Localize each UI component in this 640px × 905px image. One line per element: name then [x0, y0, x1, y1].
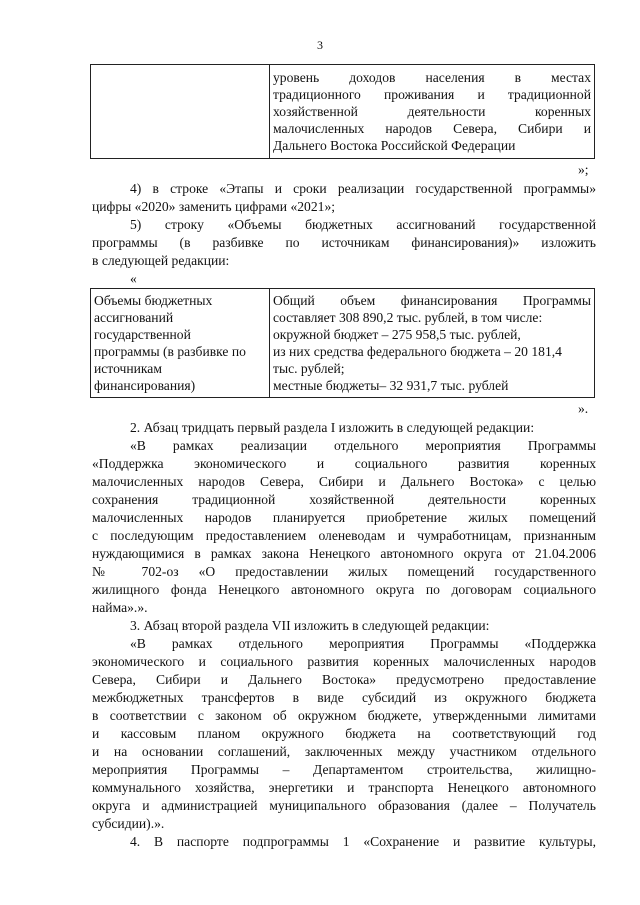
- open-quote: «: [130, 271, 137, 286]
- section4-line: 4. В паспорте подпрограммы 1 «Сохранение и развитие культуры,: [130, 834, 596, 849]
- item4-line: цифры «2020» заменить цифрами «2021»;: [92, 199, 336, 214]
- table2-right-line: местные бюджеты– 32 931,7 тыс. рублей: [273, 378, 509, 393]
- section3-line: коммунального хозяйства, энергетики и транспорта Ненецкого автономного: [92, 780, 596, 795]
- section3-line: 3. Абзац второй раздела VII изложить в следующей редакции:: [130, 618, 490, 633]
- section2-line: сохранения традиционной хозяйственной деятельности коренных: [92, 492, 596, 507]
- table2-right-line: Общий объем финансирования Программы: [273, 293, 591, 308]
- table1-line: хозяйственной деятельности коренных: [273, 104, 591, 119]
- table2-right-line: из них средства федерального бюджета – 20 181,4: [273, 344, 562, 359]
- section2-line: № 702-оз «О предоставлении жилых помещений государственного: [92, 564, 596, 579]
- section2-line: малочисленных народов планируется приобретение жилых помещений: [92, 510, 596, 525]
- table2-left-line: ассигнований: [94, 310, 174, 325]
- table2-left-cell: [91, 289, 270, 398]
- table2-right-line: составляет 308 890,2 тыс. рублей, в том числе:: [273, 310, 543, 325]
- item5-line: в следующей редакции:: [92, 253, 230, 268]
- section3-line: межбюджетных трансфертов в виде субсидий из окружного бюджета: [92, 690, 596, 705]
- table-budget: [90, 288, 595, 398]
- table1-line: малочисленных народов Севера, Сибири и: [273, 121, 591, 136]
- table1-line: традиционного проживания и традиционной: [273, 87, 591, 102]
- section2-line: «Поддержка экономического и социального развития коренных: [92, 456, 596, 471]
- section2-line: с последующим предоставлением оленеводам и чумработницам, признанным: [92, 528, 596, 543]
- section3-line: субсидии).».: [92, 816, 165, 831]
- table2-right-cell: [270, 289, 595, 398]
- section3-line: мероприятия Программы – Департаментом строительства, жилищно-: [92, 762, 596, 777]
- table2-left-line: программы (в разбивке по: [94, 344, 246, 359]
- section2-line: найма».».: [92, 600, 148, 615]
- section2-line: «В рамках реализации отдельного мероприятия Программы: [130, 438, 596, 453]
- table1-line: уровень доходов населения в местах: [273, 70, 591, 85]
- table2-left-line: Объемы бюджетных: [94, 293, 213, 308]
- section2-line: 2. Абзац тридцать первый раздела I изложить в следующей редакции:: [130, 420, 535, 435]
- close-quote: ».: [578, 401, 589, 416]
- section3-line: «В рамках отдельного мероприятия Программы «Поддержка: [130, 636, 596, 651]
- page-number: 3: [317, 38, 323, 52]
- section3-line: экономического и социального развития коренных малочисленных народов: [92, 654, 596, 669]
- table2-right-line: окружной бюджет – 275 958,5 тыс. рублей,: [273, 327, 521, 342]
- item5-line: 5) строку «Объемы бюджетных ассигнований государственной: [130, 217, 596, 232]
- table1-left-cell: [91, 65, 270, 159]
- table2-left-line: источникам: [94, 361, 162, 376]
- table1-right-cell: [270, 65, 595, 159]
- table2-left-line: финансирования): [94, 378, 196, 393]
- item4-line: 4) в строке «Этапы и сроки реализации государственной программы»: [130, 181, 596, 196]
- section3-line: и на основании соглашений, заключенных между участником отдельного: [92, 744, 596, 759]
- item5-line: программы (в разбивке по источникам финансирования)» изложить: [92, 235, 596, 250]
- section2-line: малочисленных народов Севера, Сибири и Дальнего Востока» с целью: [92, 474, 596, 489]
- close-quote: »;: [578, 162, 589, 177]
- section3-line: округа и администрацией муниципального образования (далее – Получатель: [92, 798, 596, 813]
- section2-line: нуждающимися в рамках закона Ненецкого автономного округа от 21.04.2006: [92, 546, 596, 561]
- table2-left-line: государственной: [94, 327, 191, 342]
- section2-line: жилищного фонда Ненецкого автономного округа по договорам социального: [92, 582, 596, 597]
- section3-line: Севера, Сибири и Дальнего Востока» предусмотрено предоставление: [92, 672, 596, 687]
- table1-line: Дальнего Востока Российской Федерации: [273, 138, 516, 153]
- section3-line: и кассовым планом окружного бюджета на соответствующий год: [92, 726, 596, 741]
- section3-line: в соответствии с законом об окружном бюджете, утвержденными лимитами: [92, 708, 596, 723]
- table-continuation: [90, 64, 595, 159]
- table2-right-line: тыс. рублей;: [273, 361, 345, 376]
